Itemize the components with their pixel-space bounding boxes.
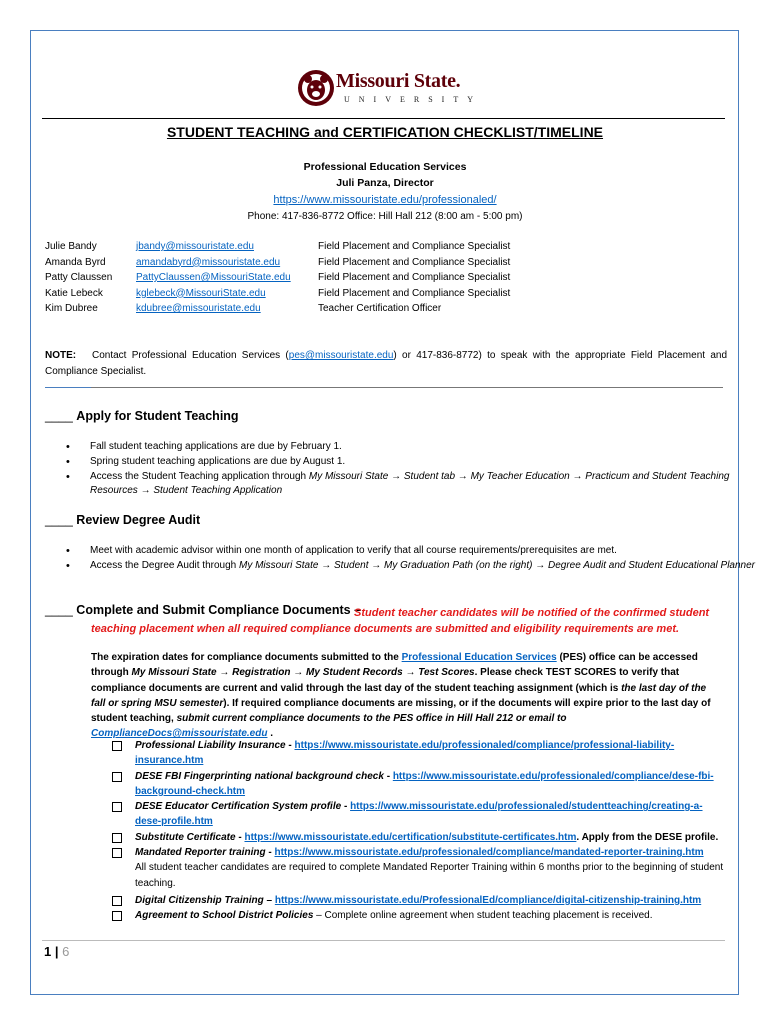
item-label: Mandated Reporter training [135,847,266,859]
pes-link[interactable]: Professional Education Services [401,652,557,663]
navigation-path: My Missouri State → Registration → My Student Records → Test Scores [131,667,475,679]
item-text: Access the Degree Audit through [90,559,239,571]
section-divider [45,387,723,388]
para-text: ). If required compliance documents are missing, or if the documents will expire prior to the last day of student teaching, [91,697,711,725]
compliance-red-text: Student teacher candidates will be notified of the confirmed student teaching placement when all required compliance documents are submitted and eligibility requirements are met. [91,607,710,635]
contact-email-link[interactable]: kdubree@missouristate.edu [136,303,261,314]
checklist-item [110,799,724,830]
section-title: Complete and Submit Compliance Documents – [76,603,362,617]
contact-name: Julie Bandy [45,241,97,252]
contact-role: Field Placement and Compliance Specialist [318,241,511,252]
checkbox[interactable] [112,741,122,751]
para-text: (PES) office can be accessed through [91,652,698,679]
section-title: Review Degree Audit [76,513,201,527]
contact-role: Field Placement and Compliance Specialist [318,287,511,299]
checklist-item [110,830,724,845]
navigation-path: My Missouri State → Student tab → My Teacher Education → Practicum and Student Teaching Resources → Student Teaching Application [90,470,730,497]
contact-name: Patty Claussen [45,272,113,283]
para-italic: submit current compliance documents to the PES office in Hill Hall 212 or email to [176,713,567,725]
checklist-item [110,769,724,800]
checkbox[interactable] [112,772,122,782]
item-text: Access the Student Teaching application through [90,470,309,482]
office-url-link[interactable]: https://www.missouristate.edu/professionaled/ [273,194,497,206]
item-sep: - [341,801,351,813]
page-sep: | [54,944,59,959]
office-name: Professional Education Services [303,161,467,173]
checklist-item [110,738,724,769]
list-item: • Fall student teaching applications are due by February 1. [60,440,770,455]
item-label: Substitute Certificate [135,831,236,843]
item-sep: – [263,894,275,906]
checklist-item [110,908,724,923]
note-text-before: Contact Professional Education Services ( [91,350,289,361]
list-item: • Meet with academic advisor within one month of application to verify that all course requirements/prerequisites are met. [60,544,755,559]
item-sep: - [235,831,245,843]
item-label: DESE Educator Certification System profile [135,801,342,813]
blank-line[interactable]: ____ [45,513,73,527]
page-number: 1 [44,944,52,959]
checkbox[interactable] [112,911,122,921]
contact-name: Amanda Byrd [45,256,106,268]
checkbox[interactable] [112,802,122,812]
section-apply-heading [45,409,239,423]
list-item: • Spring student teaching applications are due by August 1. [60,455,770,470]
note-email-link[interactable]: pes@missouristate.edu [288,350,394,361]
item-tail: . Apply from the DESE profile. [576,831,719,843]
checklist-item [110,845,724,891]
checkbox[interactable] [112,848,122,858]
contact-role: Field Placement and Compliance Specialist [318,256,511,268]
list-item [60,559,755,574]
contact-name: Katie Lebeck [45,287,103,299]
logo-university: UNIVERSITY [344,95,482,104]
audit-list [60,544,755,574]
compliance-checklist [110,738,724,924]
note-text-after: ) or 417-836-8772) to speak with the appropriate Field Placement and Compliance Specialist. [45,350,728,377]
checklist-item [110,893,724,908]
contact-email-link[interactable]: PattyClaussen@MissouriState.edu [136,272,291,283]
navigation-path: My Missouri State → Student → My Graduation Path (on the right) → Degree Audit and Student Educational Planner [238,559,755,571]
blank-line[interactable]: ____ [45,603,73,617]
item-sep: - [383,770,393,782]
item-link[interactable]: https://www.missouristate.edu/ProfessionalEd/compliance/digital-citizenship-training.htm [274,894,702,906]
office-director: Juli Panza, Director [336,177,434,189]
compliance-notice [91,605,726,637]
contact-role: Field Placement and Compliance Specialist [318,272,511,283]
bear-logo-icon [296,68,336,108]
note-paragraph [45,348,727,380]
compliance-paragraph [91,650,723,742]
compliance-email-link[interactable]: ComplianceDocs@missouristate.edu [91,728,268,740]
item-link[interactable]: https://www.missouristate.edu/professionaled/compliance/mandated-reporter-training.htm [274,847,704,859]
item-sep: – [313,910,325,922]
university-logo [296,68,482,110]
item-sep: - [265,847,275,859]
item-label: Digital Citizenship Training [135,894,264,906]
header-rule [42,118,725,119]
contact-email-link[interactable]: jbandy@missouristate.edu [136,241,254,252]
para-text: . Please check TEST SCORES to verify that compliance documents are current and valid through the last day of the student teaching assignment (which is [91,667,680,694]
para-italic: the last day of the fall or spring MSU semester [91,682,707,709]
section-title: Apply for Student Teaching [76,409,239,423]
page-footer [44,944,69,959]
item-label: DESE FBI Fingerprinting national background check [135,770,384,782]
list-item [60,470,770,500]
contact-name: Kim Dubree [45,303,98,314]
apply-list [60,440,770,499]
page-title: STUDENT TEACHING and CERTIFICATION CHECKLIST/TIMELINE [166,124,604,140]
blank-line[interactable]: ____ [45,409,73,423]
item-link[interactable]: https://www.missouristate.edu/certification/substitute-certificates.htm [244,831,577,843]
mandated-note: All student teacher candidates are required to complete Mandated Reporter Training within 6 months prior to the beginning of student teaching. [135,862,724,889]
office-phone: Phone: 417-836-8772 Office: Hill Hall 212 (8:00 am - 5:00 pm) [247,211,523,222]
page-total: 6 [62,944,70,959]
item-sep: - [285,740,295,751]
footer-rule [42,940,725,941]
item-link[interactable]: https://www.missouristate.edu/professionaled/studentteaching/creating-a-dese-profile.htm [135,801,703,828]
item-link[interactable]: https://www.missouristate.edu/professionaled/compliance/professional-liability-insurance.htm [135,740,675,767]
para-text: . [267,728,274,740]
item-label: Professional Liability Insurance [135,740,286,751]
logo-name: Missouri State. [336,70,461,92]
checkbox[interactable] [112,896,122,906]
item-tail: Complete online agreement when student teaching placement is received. [324,910,653,922]
contact-role: Teacher Certification Officer [318,303,442,314]
para-text: The expiration dates for compliance documents submitted to the [91,652,402,663]
note-label: NOTE: [45,350,77,361]
contact-email-link[interactable]: kglebeck@MissouriState.edu [136,287,266,299]
contact-email-link[interactable]: amandabyrd@missouristate.edu [136,256,281,268]
checkbox[interactable] [112,833,122,843]
section-audit-heading [45,513,200,527]
item-link[interactable]: https://www.missouristate.edu/professionaled/compliance/dese-fbi-background-check.htm [135,770,714,797]
item-label: Agreement to School District Policies [135,910,314,922]
